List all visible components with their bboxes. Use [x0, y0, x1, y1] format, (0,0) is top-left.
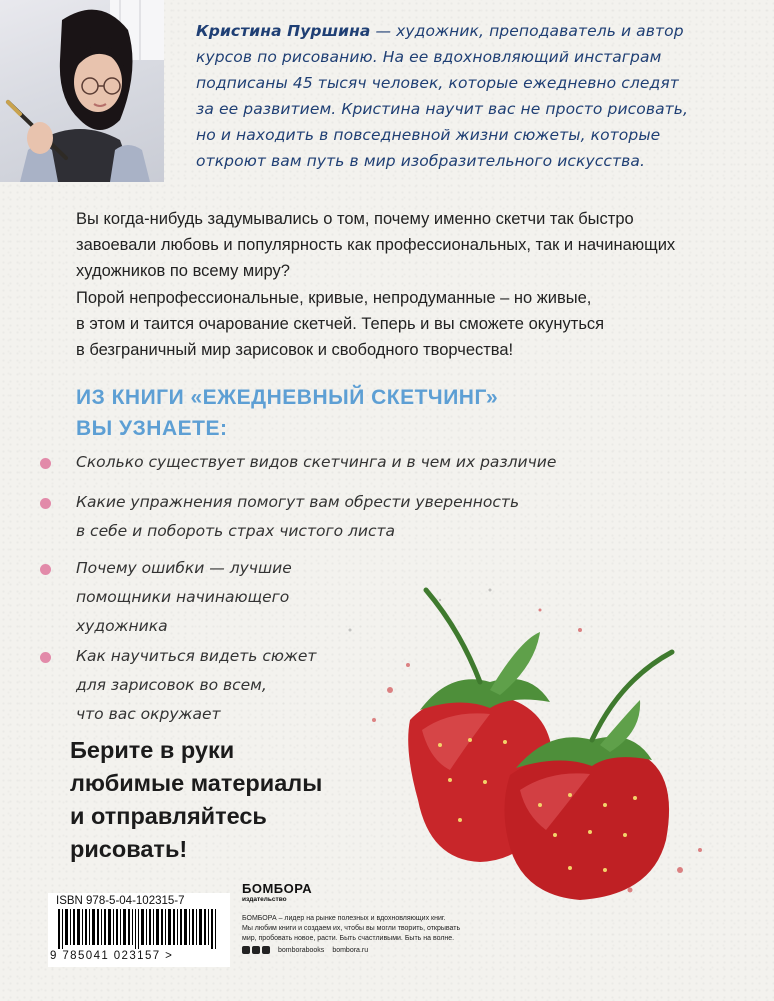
- bio-line-6: откроют вам путь в мир изобразительного искусства.: [196, 152, 645, 170]
- isbn-number: ISBN 978-5-04-102315-7: [56, 895, 185, 907]
- publisher-info: [242, 882, 502, 954]
- social-handle: bomborabooks: [278, 946, 325, 954]
- isbn-barcode: [48, 893, 230, 967]
- section-heading: ИЗ КНИГИ «ЕЖЕДНЕВНЫЙ СКЕТЧИНГ» ВЫ УЗНАЕТЕ:: [76, 386, 499, 440]
- author-photo: [0, 0, 164, 182]
- instagram-icon: [252, 946, 260, 954]
- call-to-action: Берите в руки любимые материалы и отправляйтесь рисовать!: [70, 737, 323, 862]
- author-name: Кристина Пуршина: [196, 22, 371, 40]
- intro-paragraph-1: Вы когда-нибудь задумывались о том, почему именно скетчи так быстро завоевали любовь и популярность как профессиональных, так и начинающих художников по всему миру?: [76, 210, 676, 280]
- bio-line-3: подписаны 45 тысяч человек, которые ежедневно следят: [196, 74, 679, 92]
- vk-icon: [262, 946, 270, 954]
- bullet-dot-icon: [40, 564, 51, 575]
- author-bio: [196, 18, 746, 174]
- intro-paragraph-2: Порой непрофессиональные, кривые, непродуманные – но живые, в этом и таится очарование скетчей. Теперь и вы сможете окунуться в безграничный мир зарисовок и свободного творчества!: [76, 289, 605, 359]
- bio-line-2: курсов по рисованию. На ее вдохновляющий инстаграм: [196, 48, 662, 66]
- barcode-icon: [58, 909, 220, 949]
- publisher-social: [242, 946, 502, 954]
- bullet-dot-icon: [40, 498, 51, 509]
- bio-line-1: Кристина Пуршина — художник, преподаватель и автор: [196, 22, 684, 40]
- barcode-digits: 9 785041 023157 >: [50, 950, 174, 962]
- publisher-description: БОМБОРА – лидер на рынке полезных и вдохновляющих книг. Мы любим книги и создаем их, чтобы вы могли творить, открывать мир, пробовать новое, расти. Быть счастливыми. Быть на волне.: [242, 915, 461, 942]
- publisher-site: bombora.ru: [332, 946, 369, 954]
- social-icons: [242, 946, 270, 954]
- bullet-dot-icon: [40, 458, 51, 469]
- author-illustration: [0, 0, 164, 182]
- publisher-logo: БОМБОРА: [242, 881, 313, 896]
- bio-line-4: за ее развитием. Кристина научит вас не просто рисовать,: [196, 100, 689, 118]
- publisher-subtitle: издательство: [242, 896, 287, 903]
- bio-line-5: но и находить в повседневной жизни сюжеты, которые: [196, 126, 661, 144]
- facebook-icon: [242, 946, 250, 954]
- bullet-dot-icon: [40, 652, 51, 663]
- strawberry-illustration: [330, 570, 730, 910]
